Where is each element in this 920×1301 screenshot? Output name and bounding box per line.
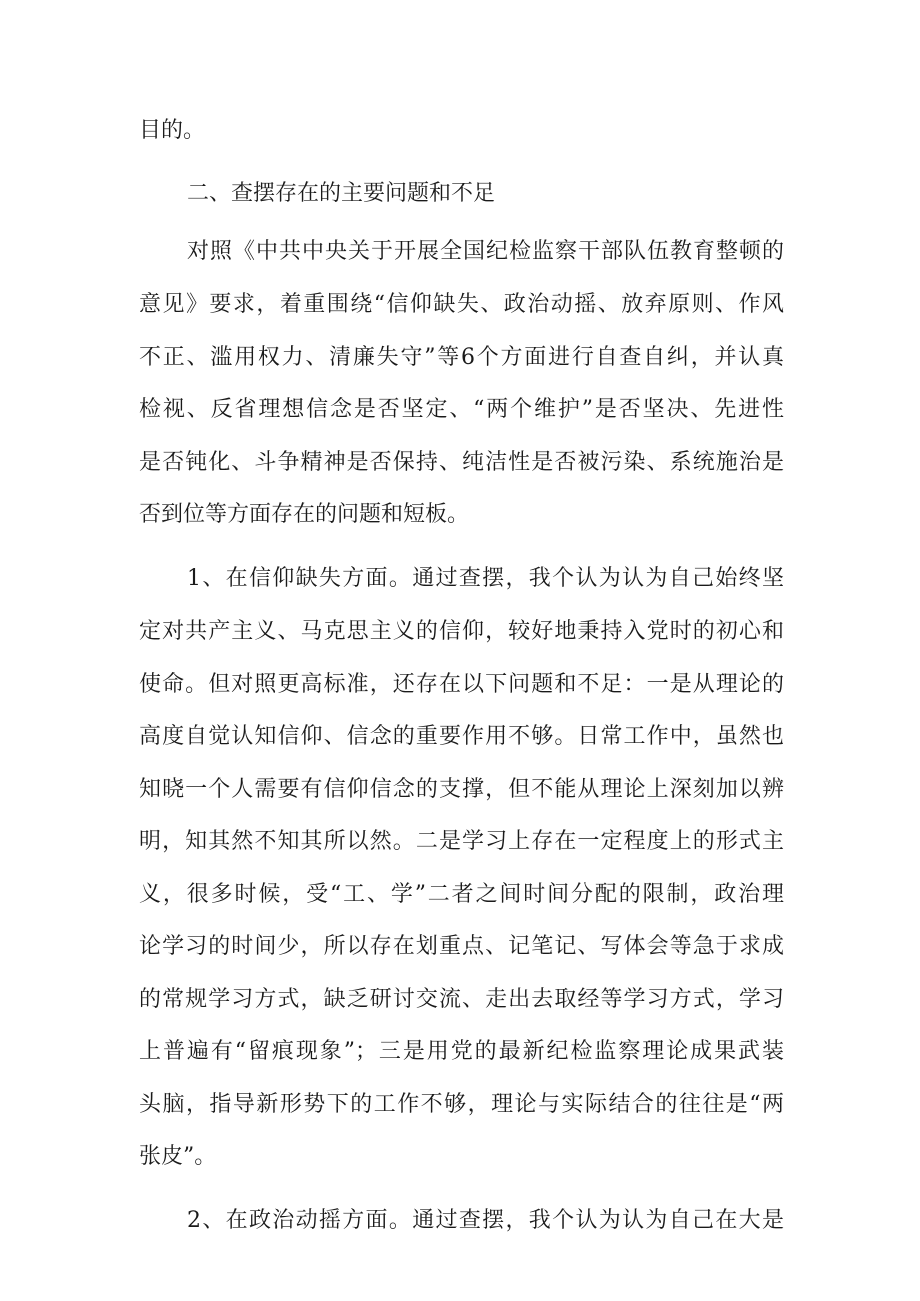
paragraph-2-line-1: 1、在信仰缺失方面。通过查摆，我个认为认为自己始终坚 (187, 566, 784, 591)
paragraph-1-line-3: 不正、滥用权力、清廉失守”等6个方面进行自查自纠，并认真 (139, 345, 784, 370)
paragraph-2-line-3: 使命。但对照更高标准，还存在以下问题和不足：一是从理论的 (139, 672, 784, 697)
paragraph-2-line-10: 上普遍有“留痕现象”；三是用党的最新纪检监察理论成果武装 (139, 1039, 784, 1064)
paragraph-1-line-5: 是否钝化、斗争精神是否保持、纯洁性是否被污染、系统施治是 (139, 450, 784, 475)
paragraph-2-line-12: 张皮”。 (139, 1144, 217, 1169)
paragraph-2-line-6: 明，知其然不知其所以然。二是学习上存在一定程度上的形式主 (139, 829, 784, 854)
paragraph-1-line-2: 意见》要求，着重围绕“信仰缺失、政治动摇、放弃原则、作风 (139, 292, 784, 317)
paragraph-2-line-7: 义，很多时候，受“工、学”二者之间时间分配的限制，政治理 (139, 882, 784, 907)
paragraph-1-line-6: 否到位等方面存在的问题和短板。 (139, 502, 470, 527)
paragraph-2-line-4: 高度自觉认知信仰、信念的重要作用不够。日常工作中，虽然也 (139, 724, 784, 749)
paragraph-2-line-9: 的常规学习方式，缺乏研讨交流、走出去取经等学习方式，学习 (139, 987, 784, 1012)
paragraph-2-line-2: 定对共产主义、马克思主义的信仰，较好地秉持入党时的初心和 (139, 619, 784, 644)
paragraph-2-line-11: 头脑，指导新形势下的工作不够，理论与实际结合的往往是“两 (139, 1092, 784, 1117)
paragraph-1-line-4: 检视、反省理想信念是否坚定、“两个维护”是否坚决、先进性 (139, 397, 784, 422)
paragraph-1-line-1: 对照《中共中央关于开展全国纪检监察干部队伍教育整顿的 (187, 239, 784, 264)
text-line-continuation: 目的。 (139, 118, 206, 143)
paragraph-2-line-8: 论学习的时间少，所以存在划重点、记笔记、写体会等急于求成 (139, 934, 784, 959)
paragraph-2-line-5: 知晓一个人需要有信仰信念的支撑，但不能从理论上深刻加以辨 (139, 777, 784, 802)
paragraph-3-line-1: 2、在政治动摇方面。通过查摆，我个认为认为自己在大是 (187, 1208, 784, 1233)
section-heading: 二、查摆存在的主要问题和不足 (187, 181, 496, 206)
